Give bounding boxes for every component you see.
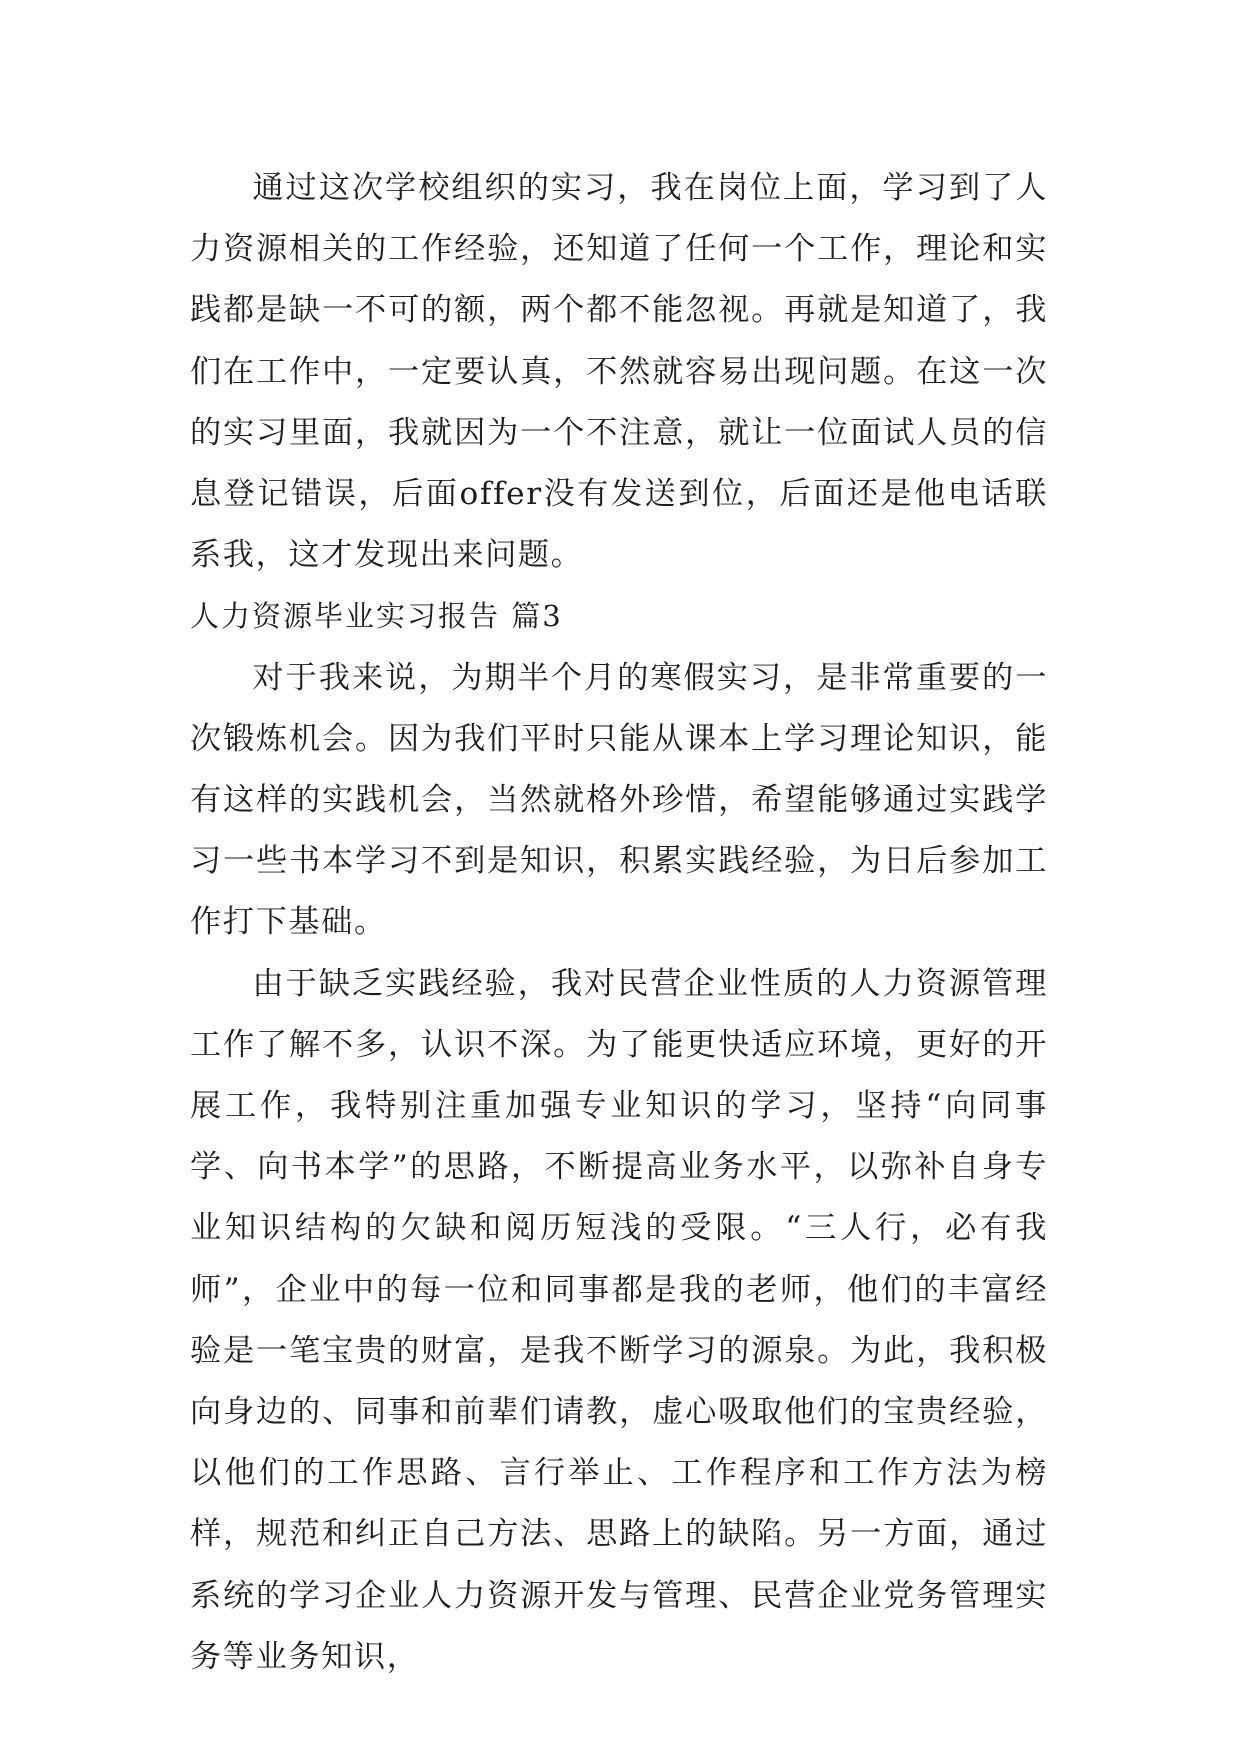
section-heading: 人力资源毕业实习报告 篇3 <box>190 599 563 634</box>
paragraph-internship-reflection: 通过这次学校组织的实习，我在岗位上面，学习到了人力资源相关的工作经验，还知道了任何一个工作，理论和实践都是缺一不可的额，两个都不能忽视。再就是知道了，我们在工作中，一定要认真，不然就容易出现问题。在这一次的实习里面，我就因为一个不注意，就让一位面试人员的信息登记错误，后面offer没有发送到位，后面还是他电话联系我，这才发现出来问题。 <box>190 170 1048 574</box>
paragraph-winter-internship: 对于我来说，为期半个月的寒假实习，是非常重要的一次锻炼机会。因为我们平时只能从课本上学习理论知识，能有这样的实践机会，当然就格外珍惜，希望能够通过实践学习一些书本学习不到是知识，积累实践经验，为日后参加工作打下基础。 <box>190 659 1048 941</box>
document-body <box>190 158 1048 1688</box>
paragraph-learning-approach: 由于缺乏实践经验，我对民营企业性质的人力资源管理工作了解不多，认识不深。为了能更快适应环境，更好的开展工作，我特别注重加强专业知识的学习，坚持“向同事学、向书本学”的思路，不断提高业务水平，以弥补自身专业知识结构的欠缺和阅历短浅的受限。“三人行，必有我师”，企业中的每一位和同事都是我的老师，他们的丰富经验是一笔宝贵的财富，是我不断学习的源泉。为此，我积极向身边的、同事和前辈们请教，虚心吸取他们的宝贵经验，以他们的工作思路、言行举止、工作程序和工作方法为榜样，规范和纠正自己方法、思路上的缺陷。另一方面，通过系统的学习企业人力资源开发与管理、民营企业党务管理实务等业务知识， <box>190 965 1048 1675</box>
